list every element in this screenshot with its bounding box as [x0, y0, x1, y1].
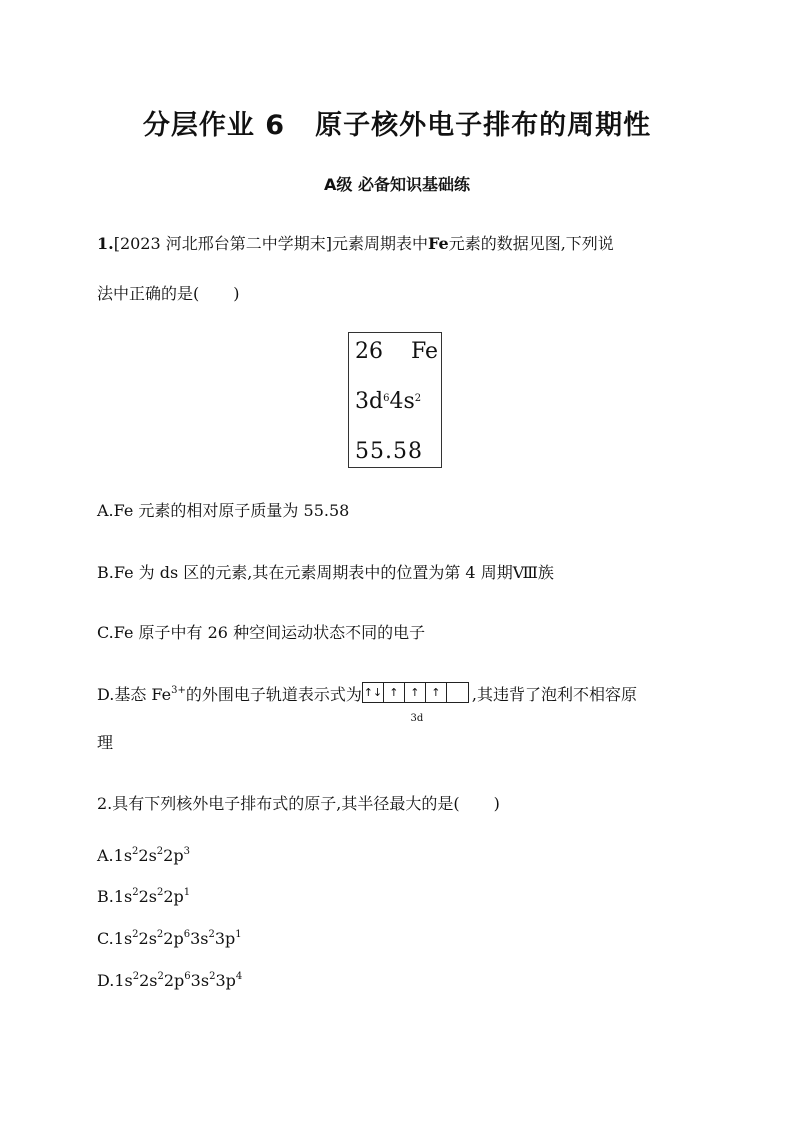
q2-stem — [97, 793, 500, 815]
q1-option-d-mid: 的外围电子轨道表示式为 — [185, 685, 362, 704]
electron-count: 2 — [156, 929, 164, 940]
q2-option-b — [97, 886, 190, 908]
config-4s: 4s — [389, 389, 415, 414]
electron-count: 2 — [132, 846, 139, 857]
orbital-term: 1s — [113, 929, 133, 948]
orbital-term: 3s — [190, 929, 209, 948]
q1-option-b: B.Fe 为 ds 区的元素,其在元素周期表中的位置为第 4 周期Ⅷ族 — [97, 563, 554, 582]
electron-count: 6 — [184, 971, 191, 982]
q1-option-a: A.Fe 元素的相对原子质量为 55.58 — [97, 501, 350, 520]
config-3d-sup: 6 — [383, 393, 390, 404]
electron-count: 2 — [208, 929, 215, 940]
electron-count: 2 — [209, 971, 216, 982]
fe-element-box — [348, 332, 442, 468]
q1-option-d — [97, 682, 637, 724]
q2-option-label: A. — [97, 846, 114, 865]
orbital-term: 2s — [138, 887, 157, 906]
q1-stem-a: 元素周期表中 — [332, 234, 429, 253]
q1-option-d-suffix: ,其违背了泡利不相容原 — [471, 685, 637, 704]
config-4s-sup: 2 — [414, 393, 422, 404]
electron-count: 2 — [132, 887, 139, 898]
q2-option-c — [97, 928, 242, 950]
electron-count: 2 — [157, 887, 164, 898]
q1-stem-line2-text: 法中正确的是( — [97, 284, 200, 303]
orbital-diagram — [362, 682, 472, 724]
orbital-cell — [447, 683, 468, 702]
orbital-term: 2s — [139, 971, 158, 990]
electron-count: 2 — [132, 971, 140, 982]
q1-source: [2023 河北邢台第二中学期末] — [113, 234, 332, 253]
electron-count: 2 — [132, 929, 139, 940]
page-title — [0, 103, 794, 142]
orbital-cells — [362, 682, 469, 703]
q2-option-d — [97, 970, 242, 992]
title-main: 分层作业 6 — [142, 110, 286, 141]
orbital-term: 3s — [190, 971, 210, 990]
orbital-term: 1s — [113, 846, 133, 865]
orbital-cell: ↑↓ — [363, 683, 384, 702]
q1-option-c: C.Fe 原子中有 26 种空间运动状态不同的电子 — [97, 623, 426, 642]
fe-symbol: Fe — [411, 339, 439, 364]
orbital-term: 2s — [138, 846, 157, 865]
fe-atomic-number: 26 — [355, 339, 383, 364]
q1-stem-line2 — [97, 283, 240, 305]
orbital-term: 3p — [215, 971, 236, 990]
config-3d: 3d — [355, 389, 384, 414]
orbital-cell: ↑ — [384, 683, 405, 702]
fe-mass: 55.58 — [355, 439, 423, 464]
title-sub: 原子核外电子排布的周期性 — [315, 110, 652, 141]
fe-config — [355, 389, 421, 414]
orbital-label: 3d — [410, 713, 424, 724]
q2-option-label: B. — [97, 887, 114, 906]
orbital-cell: ↑ — [405, 683, 426, 702]
section-subtitle: A级 必备知识基础练 — [324, 175, 470, 194]
q2-close-paren: ) — [493, 794, 500, 813]
electron-count: 3 — [183, 846, 190, 857]
q1-option-d-prefix: D.基态 Fe — [97, 685, 172, 704]
q2-option-label: D. — [97, 971, 115, 990]
q1-option-d-line2: 理 — [97, 733, 114, 752]
orbital-term: 3p — [214, 929, 236, 948]
orbital-term: 2p — [163, 887, 184, 906]
q1-close-paren: ) — [233, 284, 240, 303]
electron-count: 2 — [157, 971, 164, 982]
electron-count: 4 — [235, 971, 243, 982]
orbital-term: 2s — [138, 929, 157, 948]
q1-stem-line1 — [97, 233, 614, 255]
electron-count: 1 — [183, 887, 191, 898]
electron-count: 1 — [235, 929, 242, 940]
q1-stem-fe: Fe — [428, 234, 449, 253]
q2-stem-text: 2.具有下列核外电子排布式的原子,其半径最大的是( — [97, 794, 460, 813]
q2-option-label: C. — [97, 929, 114, 948]
orbital-term: 2p — [163, 929, 184, 948]
orbital-cell: ↑ — [426, 683, 447, 702]
orbital-term: 1s — [113, 887, 133, 906]
electron-count: 6 — [183, 929, 191, 940]
orbital-term: 1s — [114, 971, 133, 990]
electron-count: 2 — [156, 846, 164, 857]
q1-number: 1. — [97, 234, 114, 253]
orbital-term: 2p — [163, 971, 185, 990]
q2-option-a — [97, 845, 190, 867]
q1-option-d-sup: 3+ — [171, 685, 186, 696]
q1-stem-b: 元素的数据见图,下列说 — [448, 234, 614, 253]
orbital-term: 2p — [163, 846, 184, 865]
